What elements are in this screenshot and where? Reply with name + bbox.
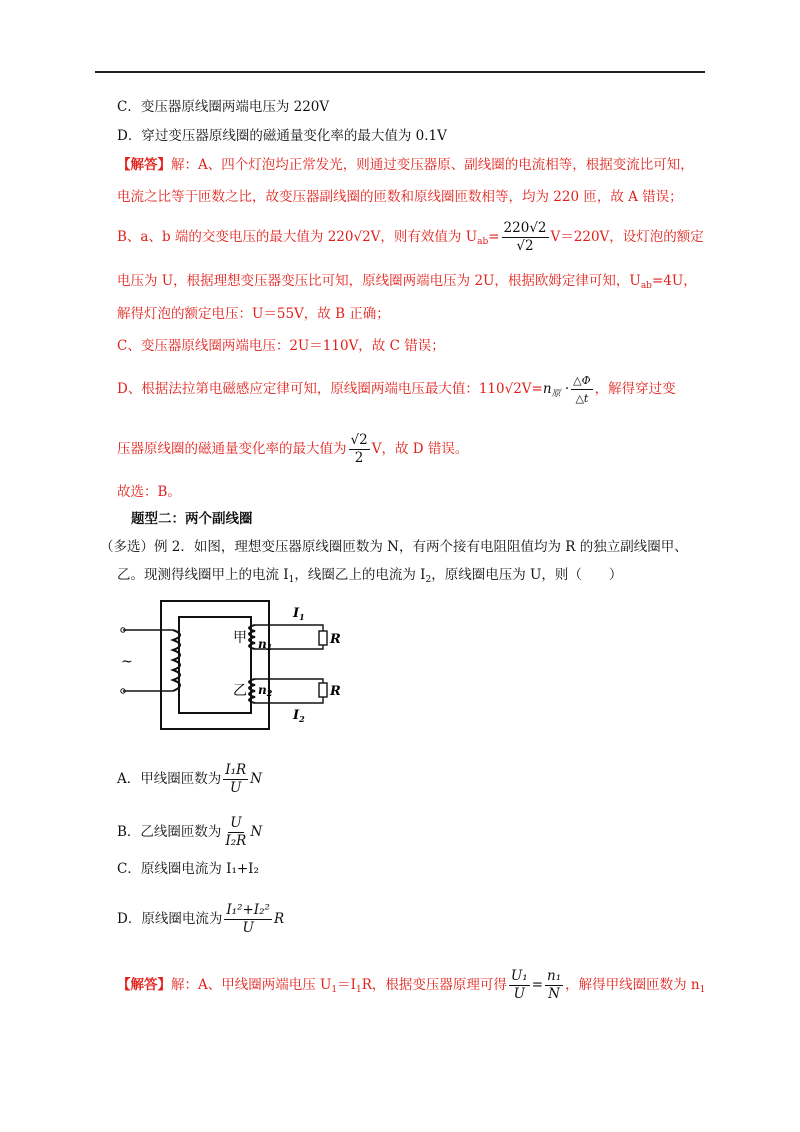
option2-b: B．乙线圈匝数为 $\frac{U}{\text{I₂R}}$ N [117, 815, 263, 849]
resistor-1 [319, 631, 327, 645]
question2-line2: 乙。现测得线圈甲上的电流 $I_1$，线圈乙上的电流为 $I_2$，原线圈电压为 U，则（ ） [117, 567, 623, 585]
label-r2: R [330, 684, 341, 699]
fraction-u-ratio: $\frac{\text{U₁}}{U}$ [510, 968, 528, 1002]
answer1-choice: 故选：B。 [117, 484, 181, 500]
answer1-line5: 解得灯泡的额定电压：U＝55V，故 B 正确； [117, 306, 390, 322]
option2-d: D．原线圈电流为 $\frac{\text{I₁²+I₂²}}{U}$ R [117, 902, 285, 936]
fraction-n-ratio: $\frac{\text{n₁}}{N}$ [547, 968, 562, 1002]
answer1-line4: 电压为 U，根据理想变压器变压比可知，原线圈两端电压为 2U，根据欧姆定律可知，$U_{ab}=4U$， [117, 273, 697, 291]
label-yi: 乙 [233, 683, 247, 699]
header-rule [95, 71, 705, 73]
fraction-a: $\frac{\text{I₁R}}{U}$ [225, 762, 247, 796]
answer2-line1: 【解答】解：A、甲线圈两端电压 $U_1=I_1R$，根据变压器原理可得 $\frac{\text{U₁}}{U}$ = $\frac{\text{n₁}}{N}$ ，解得甲线圈匝数为 $n_1$ [117, 968, 706, 1002]
option-c-line: C．变压器原线圈两端电压为 220V [117, 99, 330, 115]
label-n1: n1 [258, 637, 273, 652]
label-jia: 甲 [233, 630, 247, 646]
transformer-diagram [115, 597, 365, 737]
fraction-d: $\frac{\text{I₁²+I₂²}}{U}$ [226, 902, 270, 936]
fraction-max-rate: $\frac{√2}{2}$ [350, 432, 368, 466]
fraction-b: $\frac{U}{\text{I₂R}}$ [225, 815, 247, 849]
section-title: 题型二：两个副线圈 [131, 511, 253, 527]
label-n2: n2 [258, 683, 273, 698]
label-i2: $I_2$ [293, 708, 305, 724]
answer1-line3: B、a、b 端的交变电压的最大值为 220√2V，则有效值为 $U_{ab}=$ $\frac{220√2}{√2}$ V＝220V，设灯泡的额定 [117, 220, 704, 254]
answer1-line7: D、根据法拉第电磁感应定律可知，原线圈两端电压最大值：$110√2V=n_原$ · $\frac{\triangle\Phi}{\triangle t}$ ，解得穿过变 [117, 374, 676, 405]
answer1-line6: C、变压器原线圈两端电压：2U＝110V，故 C 错误； [117, 338, 445, 354]
option2-c: C．原线圈电流为 I₁+I₂ [117, 861, 259, 877]
fraction-flux-rate: $\frac{\triangle\Phi}{\triangle t}$ [573, 374, 591, 405]
answer1-text1: 解：A、四个灯泡均正常发光，则通过变压器原、副线圈的电流相等，根据变流比可知， [171, 157, 694, 173]
resistor-2 [319, 683, 327, 697]
label-i1: $I_1$ [293, 606, 305, 622]
answer1-line1 [117, 156, 694, 174]
fraction-effective-voltage: $\frac{220√2}{√2}$ [503, 220, 547, 254]
option-d-line: D．穿过变压器原线圈的磁通量变化率的最大值为 0.1V [117, 128, 447, 144]
question2-line1: （多选）例 2．如图，理想变压器原线圈匝数为 N，有两个接有电阻阻值均为 R 的独立副线圈甲、 [100, 539, 688, 555]
label-r1: R [330, 632, 341, 647]
option2-a: A．甲线圈匝数为 $\frac{\text{I₁R}}{U}$ N [117, 762, 262, 796]
answer1-line8: 压器原线圈的磁通量变化率的最大值为 $\frac{√2}{2}$ V，故 D 错误。 [117, 432, 469, 466]
ac-symbol: ~ [121, 654, 133, 670]
answer1-line2: 电流之比等于匝数之比，故变压器副线圈的匝数和原线圈匝数相等，均为 220 匝，故 A 错误； [117, 189, 683, 205]
answer-tag: 【解答】 [117, 157, 171, 173]
